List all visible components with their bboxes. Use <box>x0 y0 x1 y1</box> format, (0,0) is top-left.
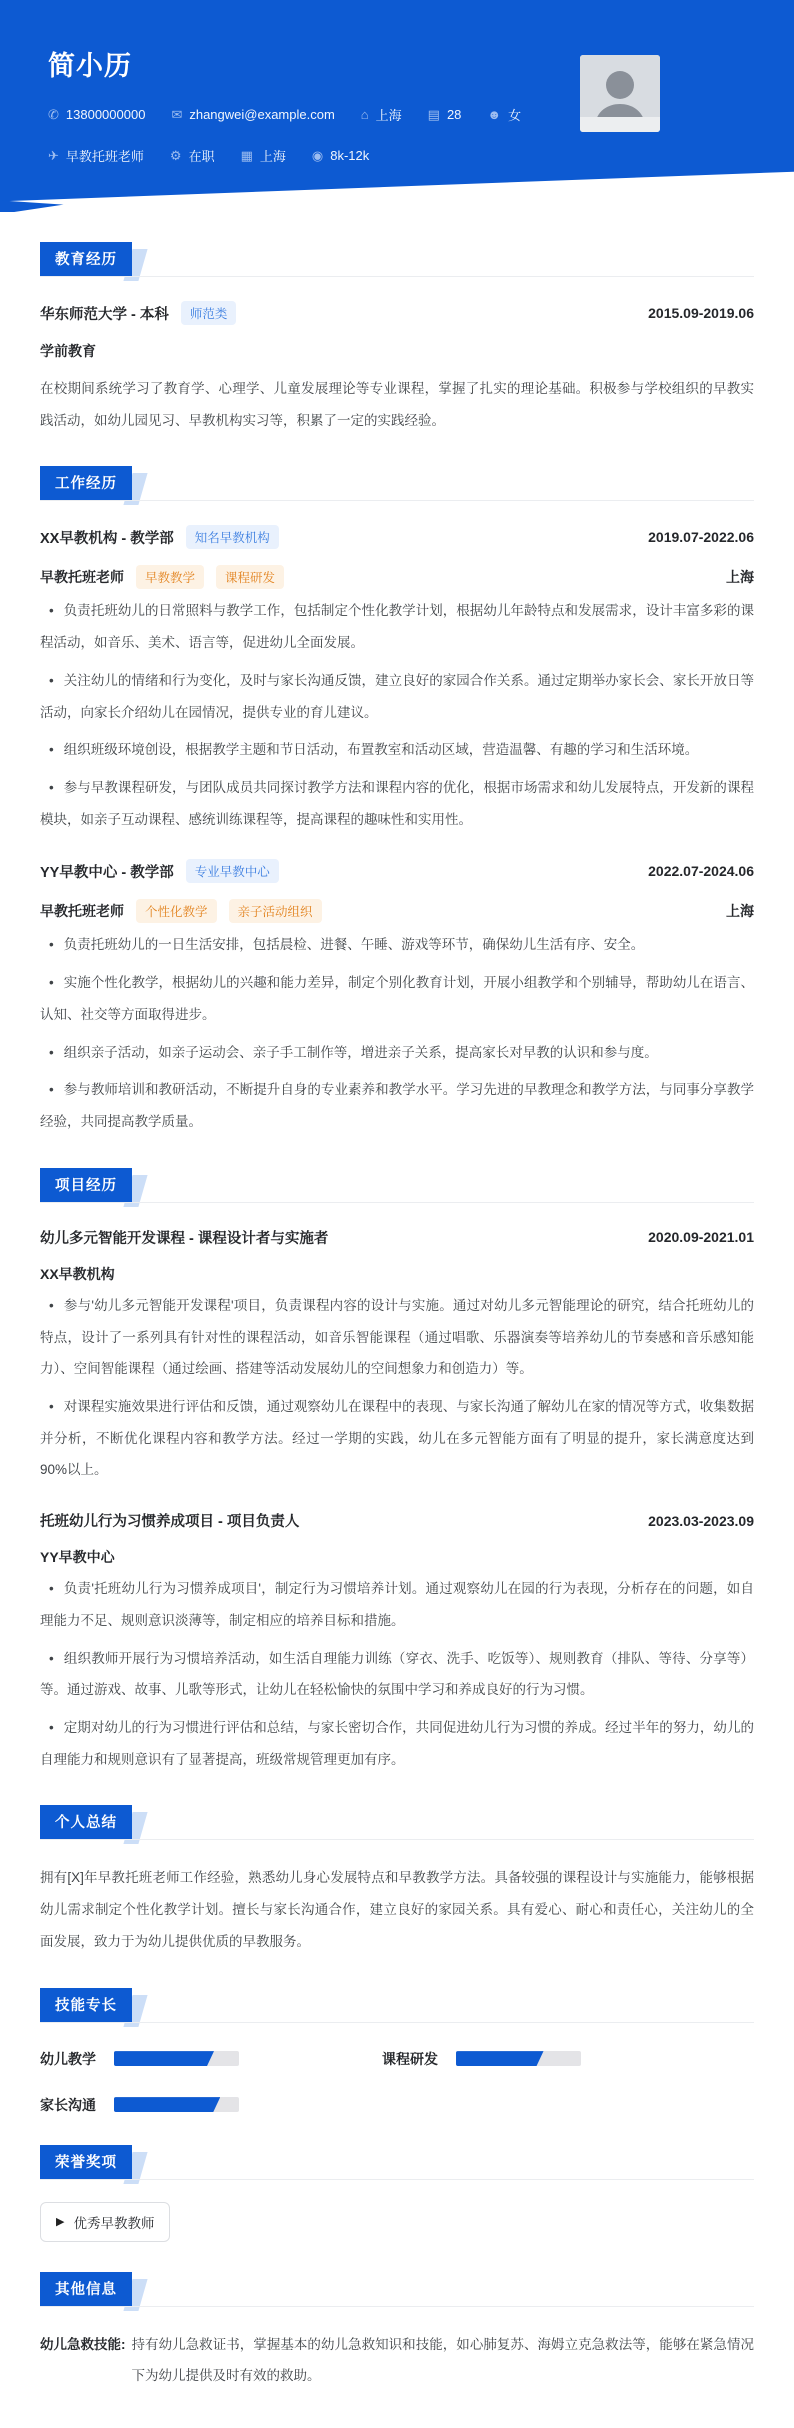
school-tag: 师范类 <box>181 301 237 325</box>
bullet-dot-icon: • <box>49 742 54 758</box>
education-title: 教育经历 <box>40 242 132 276</box>
bullet-dot-icon: • <box>49 672 54 688</box>
email <box>171 107 334 122</box>
work-title: 工作经历 <box>40 466 132 500</box>
section-other <box>40 2272 754 2392</box>
header <box>0 0 794 212</box>
bullet-dot-icon: • <box>49 1650 54 1666</box>
age <box>428 107 462 122</box>
section-summary <box>40 1805 754 1957</box>
skill-bar-fill <box>114 2097 220 2112</box>
work-date: 2019.07-2022.06 <box>648 529 754 546</box>
age-value: 28 <box>446 107 462 122</box>
work-city <box>241 146 286 165</box>
work-bullet: • 参与早教课程研发，与团队成员共同探讨教学方法和课程内容的优化，根据市场需求和幼儿发展特点，开发新的课程模块，如亲子互动课程、感统训练课程等，提高课程的趣味性和实用性。 <box>40 772 754 835</box>
job-role: 早教托班老师 个性化教学 亲子活动组织 <box>40 899 322 923</box>
gender-icon: ☻ <box>487 107 502 122</box>
bullet-dot-icon: • <box>49 1719 54 1735</box>
skill-bar-track <box>114 2051 239 2066</box>
other-info-row <box>40 2329 754 2392</box>
gear-icon: ⚙ <box>169 148 182 163</box>
phone-value: 13800000000 <box>65 107 146 122</box>
work-bullet: • 组织班级环境创设，根据教学主题和节日活动，布置教室和活动区域，营造温馨、有趣的学习和生活环境。 <box>40 734 754 766</box>
play-icon: ▶ <box>56 2216 65 2229</box>
project-bullet: • 对课程实施效果进行评估和反馈，通过观察幼儿在课程中的表现、与家长沟通了解幼儿在家的情况等方式，收集数据并分析，不断优化课程内容和教学方法。经过一学期的实践，幼儿在多元智能方面有了明显的提升，家长满意度达到90%以上。 <box>40 1391 754 1486</box>
other-info-text: 持有幼儿急救证书，掌握基本的幼儿急救知识和技能，如心肺复苏、海姆立克急救法等，能够在紧急情况下为幼儿提供及时有效的救助。 <box>131 2336 754 2384</box>
other-header <box>40 2272 754 2307</box>
profile-photo <box>580 55 660 132</box>
job-location: 上海 <box>726 903 754 920</box>
skill-name: 家长沟通 <box>40 2096 96 2113</box>
city <box>361 105 402 124</box>
company-tag: 知名早教机构 <box>186 525 279 549</box>
bullet-dot-icon: • <box>49 1581 54 1597</box>
job-location: 上海 <box>726 569 754 586</box>
company-tag: 专业早教中心 <box>186 859 279 883</box>
summary-text: 拥有[X]年早教托班老师工作经验，熟悉幼儿身心发展特点和早教教学方法。具备较强的课程设计与实施能力，能够根据幼儿需求制定个性化教学计划。擅长与家长沟通合作，建立良好的家园关系。具有爱心、耐心和责任心，关注幼儿的全面发展，致力于为幼儿提供优质的早教服务。 <box>40 1870 754 1949</box>
section-work <box>40 466 754 1137</box>
project-item <box>40 1510 754 1775</box>
work-bullet: • 实施个性化教学，根据幼儿的兴趣和能力差异，制定个别化教育计划，开展小组教学和个别辅导，帮助幼儿在语言、认知、社交等方面取得进步。 <box>40 967 754 1030</box>
honor-label: 优秀早教教师 <box>73 2215 155 2231</box>
job-role: 早教托班老师 早教教学 课程研发 <box>40 565 284 589</box>
bullet-dot-icon: • <box>49 1398 54 1414</box>
project-bullet: • 组织教师开展行为习惯培养活动，如生活自理能力训练（穿衣、洗手、吃饭等）、规则教育（排队、等待、分享等）等。通过游戏、故事、儿歌等形式，让幼儿在轻松愉快的氛围中学习和养成良好的行为习惯。 <box>40 1643 754 1706</box>
city-value: 上海 <box>375 108 402 123</box>
skill-item <box>40 2095 312 2115</box>
education-item <box>40 301 754 436</box>
mail-icon: ✉ <box>171 107 183 122</box>
skill-bar-fill <box>114 2051 214 2066</box>
project-bullet: • 参与'幼儿多元智能开发课程'项目，负责课程内容的设计与实施。通过对幼儿多元智能理论的研究，结合托班幼儿的特点，设计了一系列具有针对性的课程活动，如音乐智能课程（通过唱歌、乐器演奏等培养幼儿的节奏感和音乐感知能力）、空间智能课程（通过绘画、搭建等活动发展幼儿的空间想象力和创造力）等。 <box>40 1290 754 1385</box>
expected-salary <box>312 148 369 163</box>
building-icon: ▦ <box>240 148 253 163</box>
section-projects <box>40 1168 754 1776</box>
skill-bar-track <box>456 2051 581 2066</box>
bullet-dot-icon: • <box>49 780 54 796</box>
bullet-dot-icon: • <box>49 937 54 953</box>
section-skills <box>40 1988 754 2115</box>
skill-item <box>382 2049 654 2069</box>
major: 学前教育 <box>40 343 96 359</box>
skill-item <box>40 2049 312 2069</box>
work-bullet: • 组织亲子活动，如亲子运动会、亲子手工制作等，增进亲子关系，提高家长对早教的认识和参与度。 <box>40 1037 754 1069</box>
other-info-label: 幼儿急救技能: <box>40 2336 126 2352</box>
company-name: XX早教机构 - 教学部 知名早教机构 <box>40 525 279 549</box>
work-bullet: • 参与教师培训和教研活动，不断提升自身的专业素养和教学水平。学习先进的早教理念和教学方法，与同事分享教学经验，共同提高教学质量。 <box>40 1074 754 1137</box>
skill-name: 课程研发 <box>382 2050 439 2067</box>
phone <box>48 107 145 122</box>
section-honors <box>40 2145 754 2242</box>
target-position <box>48 146 144 165</box>
summary-header <box>40 1805 754 1840</box>
work-bullet: • 关注幼儿的情绪和行为变化，及时与家长沟通反馈，建立良好的家园合作关系。通过定期举办家长会、家长开放日等活动，向家长介绍幼儿在园情况，提供专业的育儿建议。 <box>40 665 754 728</box>
target-position-value: 早教托班老师 <box>65 149 144 164</box>
work-item <box>40 859 754 1137</box>
job-status <box>170 146 215 165</box>
bullet-dot-icon: • <box>49 975 54 991</box>
other-title: 其他信息 <box>40 2272 132 2306</box>
projects-title: 项目经历 <box>40 1168 132 1202</box>
project-org: YY早教中心 <box>40 1549 115 1566</box>
project-name: 幼儿多元智能开发课程 - 课程设计者与实施者 <box>40 1230 329 1247</box>
expected-salary-value: 8k-12k <box>330 148 370 163</box>
project-date: 2023.03-2023.09 <box>648 1512 754 1529</box>
email-value: zhangwei@example.com <box>189 107 335 122</box>
gender <box>487 105 521 124</box>
contact-row-2 <box>48 146 746 165</box>
summary-title: 个人总结 <box>40 1805 132 1839</box>
role-tag: 亲子活动组织 <box>229 899 322 923</box>
project-name: 托班幼儿行为习惯养成项目 - 项目负责人 <box>40 1514 300 1531</box>
company-name: YY早教中心 - 教学部 专业早教中心 <box>40 859 279 883</box>
bullet-dot-icon: • <box>49 1297 54 1313</box>
work-bullet: • 负责托班幼儿的日常照料与教学工作，包括制定个性化教学计划，根据幼儿年龄特点和发展需求，设计丰富多彩的课程活动，如音乐、美术、语言等，促进幼儿全面发展。 <box>40 595 754 658</box>
work-bullet: • 负责托班幼儿的一日生活安排，包括晨检、进餐、午睡、游戏等环节，确保幼儿生活有序、安全。 <box>40 929 754 961</box>
work-date: 2022.07-2024.06 <box>648 863 754 880</box>
role-tag: 个性化教学 <box>136 899 217 923</box>
skills-header <box>40 1988 754 2023</box>
candidate-name: 简小历 <box>48 51 132 81</box>
projects-header <box>40 1168 754 1203</box>
calendar-icon: ▤ <box>427 107 440 122</box>
skill-bar-track <box>114 2097 239 2112</box>
project-bullet: • 定期对幼儿的行为习惯进行评估和总结，与家长密切合作，共同促进幼儿行为习惯的养成。经过半年的努力，幼儿的自理能力和规则意识有了显著提高，班级常规管理更加有序。 <box>40 1712 754 1775</box>
position-icon: ✈ <box>48 148 59 163</box>
skill-bar-fill <box>456 2051 544 2066</box>
school-name: 华东师范大学 - 本科 师范类 <box>40 301 236 325</box>
skill-name: 幼儿教学 <box>40 2050 96 2067</box>
bullet-dot-icon: • <box>49 603 54 619</box>
job-status-value: 在职 <box>188 149 215 164</box>
work-city-value: 上海 <box>259 149 286 164</box>
education-description: 在校期间系统学习了教育学、心理学、儿童发展理论等专业课程，掌握了扎实的理论基础。积极参与学校组织的早教实践活动，如幼儿园见习、早教机构实习等，积累了一定的实践经验。 <box>40 381 754 428</box>
work-item <box>40 525 754 835</box>
skills-title: 技能专长 <box>40 1988 132 2022</box>
education-date: 2015.09-2019.06 <box>648 305 754 321</box>
section-education <box>40 242 754 436</box>
home-icon: ⌂ <box>360 107 369 122</box>
bullet-dot-icon: • <box>49 1082 54 1098</box>
project-org: XX早教机构 <box>40 1265 115 1282</box>
honors-title: 荣誉奖项 <box>40 2145 132 2179</box>
project-bullet: • 负责'托班幼儿行为习惯养成项目'，制定行为习惯培养计划。通过观察幼儿在园的行为表现，分析存在的问题，如自理能力不足、规则意识淡薄等，制定相应的培养目标和措施。 <box>40 1573 754 1636</box>
honor-badge[interactable] <box>40 2202 170 2242</box>
bullet-dot-icon: • <box>49 1044 54 1060</box>
honors-header <box>40 2145 754 2180</box>
project-date: 2020.09-2021.01 <box>648 1229 754 1246</box>
gender-value: 女 <box>508 108 522 123</box>
salary-icon: ◉ <box>311 148 324 163</box>
role-tag: 课程研发 <box>216 565 284 589</box>
role-tag: 早教教学 <box>136 565 204 589</box>
project-item <box>40 1227 754 1486</box>
education-header <box>40 242 754 277</box>
phone-icon: ✆ <box>48 107 59 122</box>
work-header <box>40 466 754 501</box>
